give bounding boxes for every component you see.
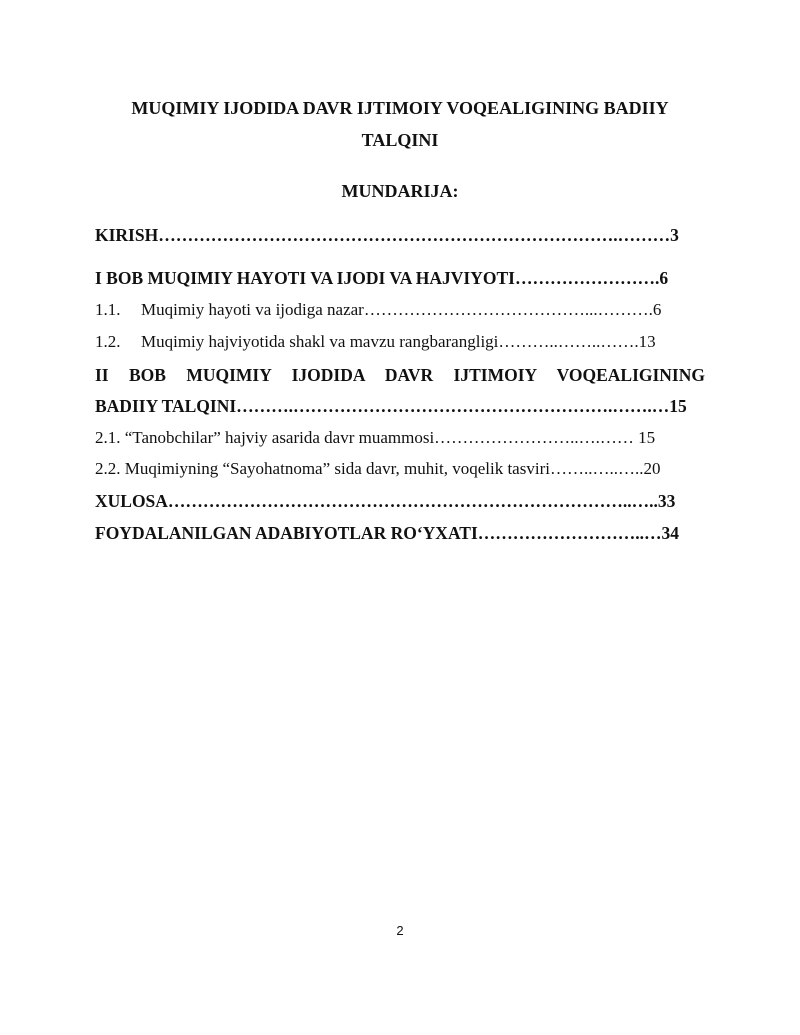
- toc-entry-kirish: KIRISH…………………………………………………………………….………3: [95, 225, 679, 245]
- toc-entry-section-1-1: [95, 297, 705, 323]
- section-text: Muqimiy hayoti va ijodiga nazar…………………………………...……….6: [141, 300, 662, 319]
- document-title-line-2: TALQINI: [361, 130, 439, 150]
- section-number: 1.2.: [95, 332, 121, 351]
- toc-entry-xulosa: XULOSA……………………………………………………………………..…..33: [95, 491, 676, 511]
- contents-heading: MUNDARIJA:: [341, 181, 459, 201]
- toc-entry-section-2-2: 2.2. Muqimiyning “Sayohatnoma” sida davr, muhit, voqelik tasviri……..…..…..20: [95, 459, 661, 478]
- toc-entry-section-1-2: [95, 329, 705, 355]
- toc-entry-bibliography: FOYDALANILGAN ADABIYOTLAR RO‘YXATI………………………..…34: [95, 523, 680, 543]
- toc-entry-section-2-1: 2.1. “Tanobchilar” hajviy asarida davr muammosi……………………..….…… 15: [95, 428, 656, 447]
- toc-entry-chapter-2-line-2: BADIIY TALQINI……….……………………………………………….…….…15: [95, 396, 687, 416]
- page-number: 2: [396, 923, 404, 938]
- toc-entry-chapter-2-line-1: II BOB MUQIMIY IJODIDA DAVR IJTIMOIY VOQEALIGINING: [95, 365, 705, 385]
- section-number: 1.1.: [95, 300, 121, 319]
- document-title-line-1: MUQIMIY IJODIDA DAVR IJTIMOIY VOQEALIGINING BADIIY: [131, 98, 669, 118]
- toc-entry-chapter-1: I BOB MUQIMIY HAYOTI VA IJODI VA HAJVIYOTI…………………….6: [95, 268, 669, 288]
- section-text: Muqimiy hajviyotida shakl va mavzu rangbarangligi………..……..…….13: [141, 332, 656, 351]
